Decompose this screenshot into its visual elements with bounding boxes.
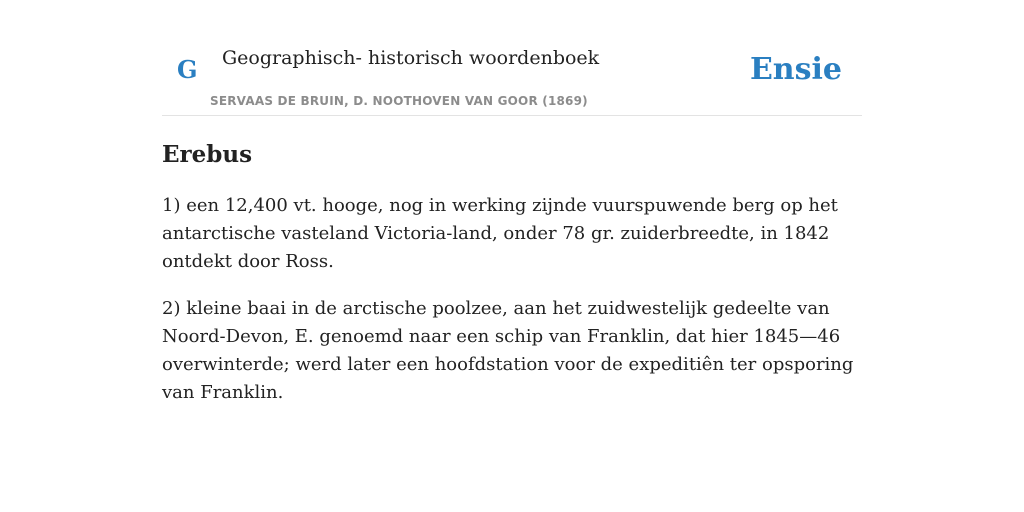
page [162, 0, 862, 512]
source-header [162, 0, 862, 116]
definition-list [162, 192, 862, 426]
entry-title: Erebus [162, 141, 253, 168]
definition-item: 2) kleine baai in de arctische poolzee, aan het zuidwestelijk gedeelte van Noord-Devon, E. genoemd naar een schip van Franklin, dat hier 1845—46 overwinterde; werd later een hoofdstation voor de expeditiên ter opsporing van Franklin. [162, 298, 854, 403]
definition-item: 1) een 12,400 vt. hooge, nog in werking zijnde vuurspuwende berg op het antarctische vasteland Victoria-land, onder 78 gr. zuiderbreedte, in 1842 ontdekt door Ross. [162, 195, 838, 272]
book-title-link[interactable]: Geographisch- historisch woordenboek [222, 47, 600, 69]
ensie-logo-link[interactable]: Ensie [749, 52, 842, 87]
book-letter-logo[interactable]: G [177, 55, 198, 84]
book-author: SERVAAS DE BRUIN, D. NOOTHOVEN VAN GOOR (1869) [210, 94, 588, 108]
